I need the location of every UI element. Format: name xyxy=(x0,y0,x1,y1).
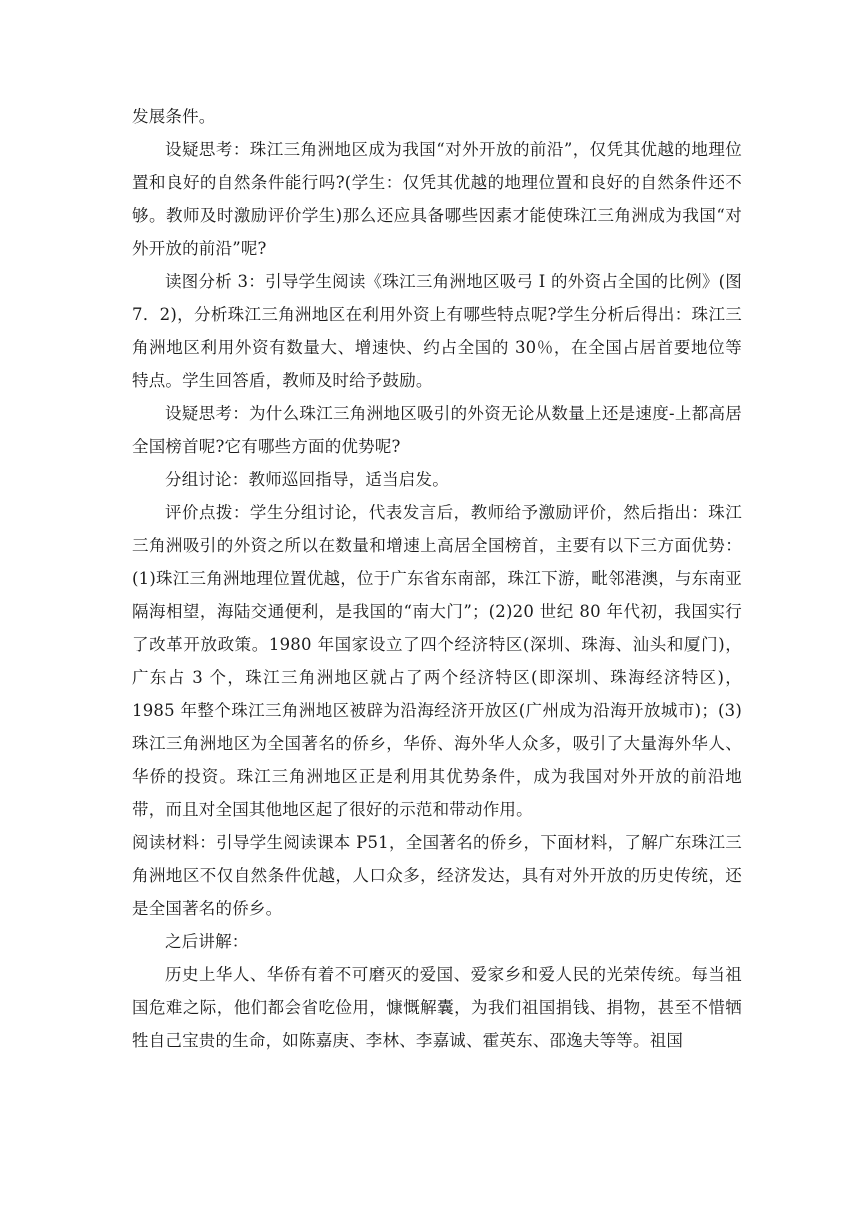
paragraph-4: 设疑思考：为什么珠江三角洲地区吸引的外资无论从数量上还是速度-上都高居全国榜首呢?它有哪些方面的优势呢? xyxy=(132,404,742,456)
paragraph-7: 阅读材料：引导学生阅读课本 P51，全国著名的侨乡，下面材料，了解广东珠江三角洲地区不仅自然条件优越，人口众多，经济发达，具有对外开放的历史传统，还是全国著名的侨乡。 xyxy=(132,833,742,918)
paragraph-8: 之后讲解： xyxy=(165,932,249,951)
paragraph-3: 读图分析 3：引导学生阅读《珠江三角洲地区吸弓 I 的外资占全国的比例》(图 7．2)，分析珠江三角洲地区在利用外资上有哪些特点呢?学生分析后得出：珠江三角洲地区利用外资有数量大、增速快、约占全国的 30％，在全国占居首要地位等特点。学生回答盾，教师及时给予鼓励。 xyxy=(132,272,742,390)
paragraph-1: 发展条件。 xyxy=(132,107,216,126)
paragraph-9: 历史上华人、华侨有着不可磨灭的爱国、爱家乡和爱人民的光荣传统。每当祖国危难之际，他们都会省吃俭用，慷慨解囊，为我们祖国捐钱、捐物，甚至不惜牺牲自己宝贵的生命，如陈嘉庚、李林、李嘉诚、霍英东、邵逸夫等等。祖国 xyxy=(132,965,742,1050)
paragraph-5: 分组讨论：教师巡回指导，适当启发。 xyxy=(165,470,449,489)
paragraph-6: 评价点拨：学生分组讨论，代表发言后，教师给予激励评价，然后指出：珠江三角洲吸引的外资之所以在数量和增速上高居全国榜首，主要有以下三方面优势：(1)珠江三角洲地理位置优越，位于广东省东南部，珠江下游，毗邻港澳，与东南亚隔海相望，海陆交通便利，是我国的“南大门”；(2)20 世纪 80 年代初，我国实行了改革开放政策。1980 年国家设立了四个经济特区(深圳、珠海、汕头和厦门)，广东占 3 个，珠江三角洲地区就占了两个经济特区(即深圳、珠海经济特区)，1985 年整个珠江三角洲地区被辟为沿海经济开放区(广州成为沿海开放城市)；(3)珠江三角洲地区为全国著名的侨乡，华侨、海外华人众多，吸引了大量海外华人、华侨的投资。珠江三角洲地区正是利用其优势条件，成为我国对外开放的前沿地带，而且对全国其他地区起了很好的示范和带动作用。 xyxy=(132,503,742,819)
paragraph-2: 设疑思考：珠江三角洲地区成为我国“对外开放的前沿”，仅凭其优越的地理位置和良好的自然条件能行吗?(学生：仅凭其优越的地理位置和良好的自然条件还不够。教师及时激励评价学生)那么还应具备哪些因素才能使珠江三角洲成为我国“对外开放的前沿”呢? xyxy=(132,140,742,258)
